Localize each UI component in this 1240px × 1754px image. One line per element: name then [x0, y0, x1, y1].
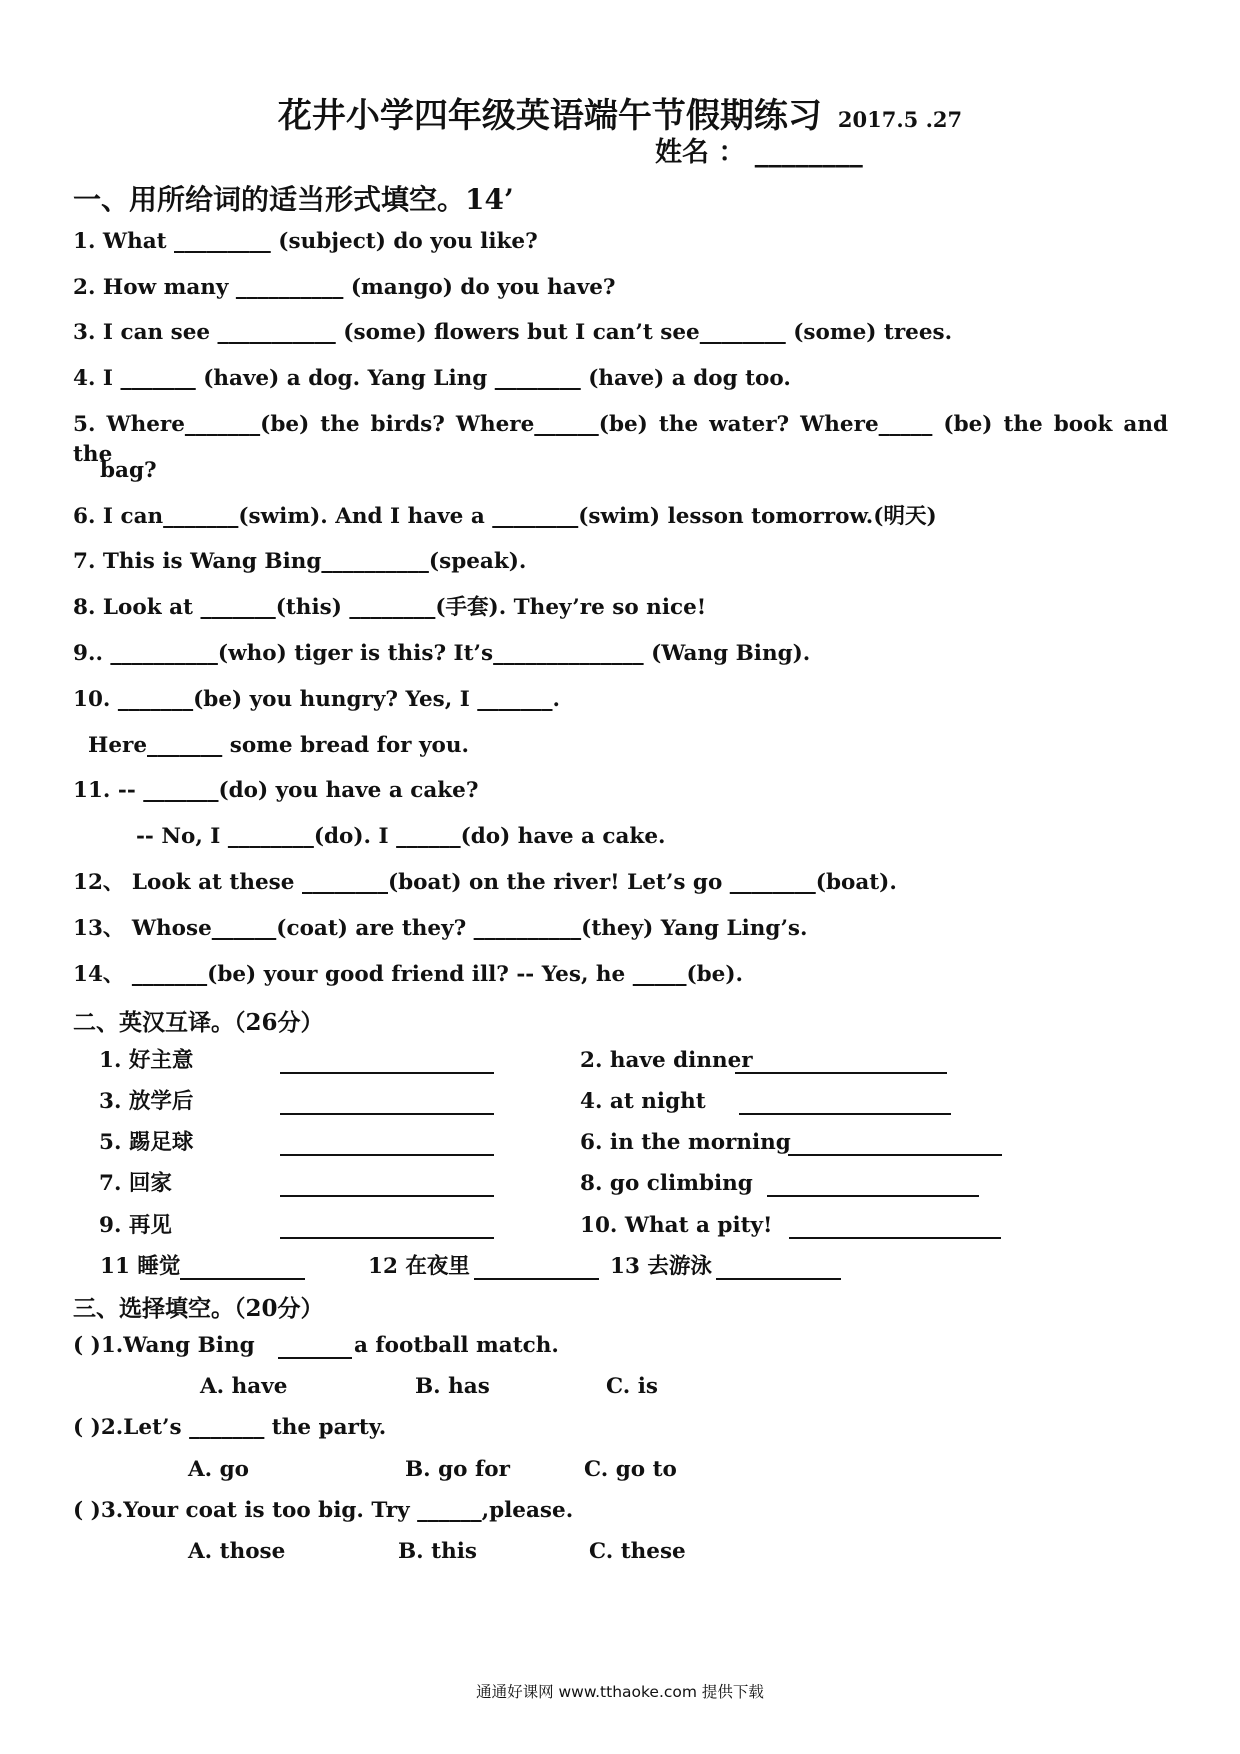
- question-3: 3. I can see ___________ (some) flowers but I can’t see________ (some) trees.: [73, 320, 953, 345]
- translate-item-3: 3. 放学后: [99, 1089, 194, 1114]
- choice-question-1-stem: ( )1.Wang Bing: [73, 1333, 255, 1358]
- translate-item-10: 10. What a pity!: [580, 1213, 773, 1238]
- question-9: 9.. __________(who) tiger is this? It’s______________ (Wang Bing).: [73, 641, 811, 666]
- title-text: 花井小学四年级英语端午节假期练习: [277, 96, 822, 136]
- translate-item-11: 11 睡觉: [100, 1254, 181, 1279]
- question-4: 4. I _______ (have) a dog. Yang Ling ________ (have) a dog too.: [73, 366, 791, 391]
- question-7: 7. This is Wang Bing__________(speak).: [73, 549, 527, 574]
- translate-item-4: 4. at night: [580, 1089, 706, 1114]
- answer-line: [280, 1113, 494, 1115]
- translate-item-12: 12 在夜里: [368, 1254, 470, 1279]
- question-5: 5. Where_______(be) the birds? Where______(be) the water? Where_____ (be) the book and the: [73, 412, 1168, 467]
- answer-line: [788, 1154, 1002, 1156]
- choice-2-option-a: A. go: [188, 1457, 250, 1482]
- question-11-continued: -- No, I ________(do). I ______(do) have a cake.: [136, 824, 666, 849]
- question-6: 6. I can_______(swim). And I have a ________(swim) lesson tomorrow.(明天): [73, 504, 937, 529]
- answer-line: [767, 1195, 979, 1197]
- answer-line: [180, 1278, 305, 1280]
- answer-line: [474, 1278, 599, 1280]
- section2-heading: 二、英汉互译。（26分）: [73, 1009, 324, 1036]
- footer-source-text: 通通好课网 www.tthaoke.com 提供下载: [476, 1683, 764, 1701]
- question-2: 2. How many __________ (mango) do you have?: [73, 275, 616, 300]
- section1-heading: 一、用所给词的适当形式填空。14’: [73, 183, 514, 216]
- translate-item-8: 8. go climbing: [580, 1171, 753, 1196]
- question-11: 11. -- _______(do) you have a cake?: [73, 778, 479, 803]
- translate-item-1: 1. 好主意: [99, 1048, 194, 1073]
- question-8: 8. Look at _______(this) ________(手套). They’re so nice!: [73, 595, 707, 620]
- section3-heading: 三、选择填空。（20分）: [73, 1295, 324, 1322]
- translate-item-2: 2. have dinner: [580, 1048, 753, 1073]
- answer-line: [280, 1195, 494, 1197]
- translate-item-13: 13 去游泳: [610, 1254, 712, 1279]
- translate-item-5: 5. 踢足球: [99, 1130, 194, 1155]
- translate-item-9: 9. 再见: [99, 1213, 172, 1238]
- question-13: 13、 Whose______(coat) are they? __________(they) Yang Ling’s.: [73, 916, 808, 941]
- translate-item-7: 7. 回家: [99, 1171, 172, 1196]
- answer-line: [735, 1072, 947, 1074]
- question-10: 10. _______(be) you hungry? Yes, I _______.: [73, 687, 560, 712]
- choice-2-option-c: C. go to: [584, 1457, 677, 1482]
- choice-3-option-b: B. this: [398, 1539, 477, 1564]
- question-1: 1. What _________ (subject) do you like?: [73, 229, 538, 254]
- question-14: 14、 _______(be) your good friend ill? -- Yes, he _____(be).: [73, 962, 744, 987]
- question-12: 12、 Look at these ________(boat) on the river! Let’s go ________(boat).: [73, 870, 897, 895]
- answer-line: [280, 1237, 494, 1239]
- choice-3-option-a: A. those: [188, 1539, 286, 1564]
- choice-3-option-c: C. these: [589, 1539, 686, 1564]
- answer-line: [278, 1357, 352, 1359]
- choice-2-option-b: B. go for: [405, 1457, 510, 1482]
- choice-1-option-b: B. has: [415, 1374, 490, 1399]
- answer-line: [280, 1072, 494, 1074]
- answer-line: [739, 1113, 951, 1115]
- choice-1-option-a: A. have: [200, 1374, 288, 1399]
- answer-line: [280, 1154, 494, 1156]
- date-text: 2017.5 .27: [837, 107, 963, 132]
- answer-line: [716, 1278, 841, 1280]
- question-10-continued: Here_______ some bread for you.: [88, 733, 469, 758]
- choice-question-1-stem-end: a football match.: [354, 1333, 559, 1358]
- page-title: [0, 88, 1240, 137]
- translate-item-6: 6. in the morning: [580, 1130, 791, 1155]
- choice-question-2: ( )2.Let’s _______ the party.: [73, 1415, 387, 1440]
- name-field-label: 姓名 ： ________: [655, 137, 863, 168]
- choice-question-3: ( )3.Your coat is too big. Try ______,please.: [73, 1498, 574, 1523]
- choice-1-option-c: C. is: [606, 1374, 658, 1399]
- question-5-continued: bag?: [100, 458, 157, 483]
- answer-line: [789, 1237, 1001, 1239]
